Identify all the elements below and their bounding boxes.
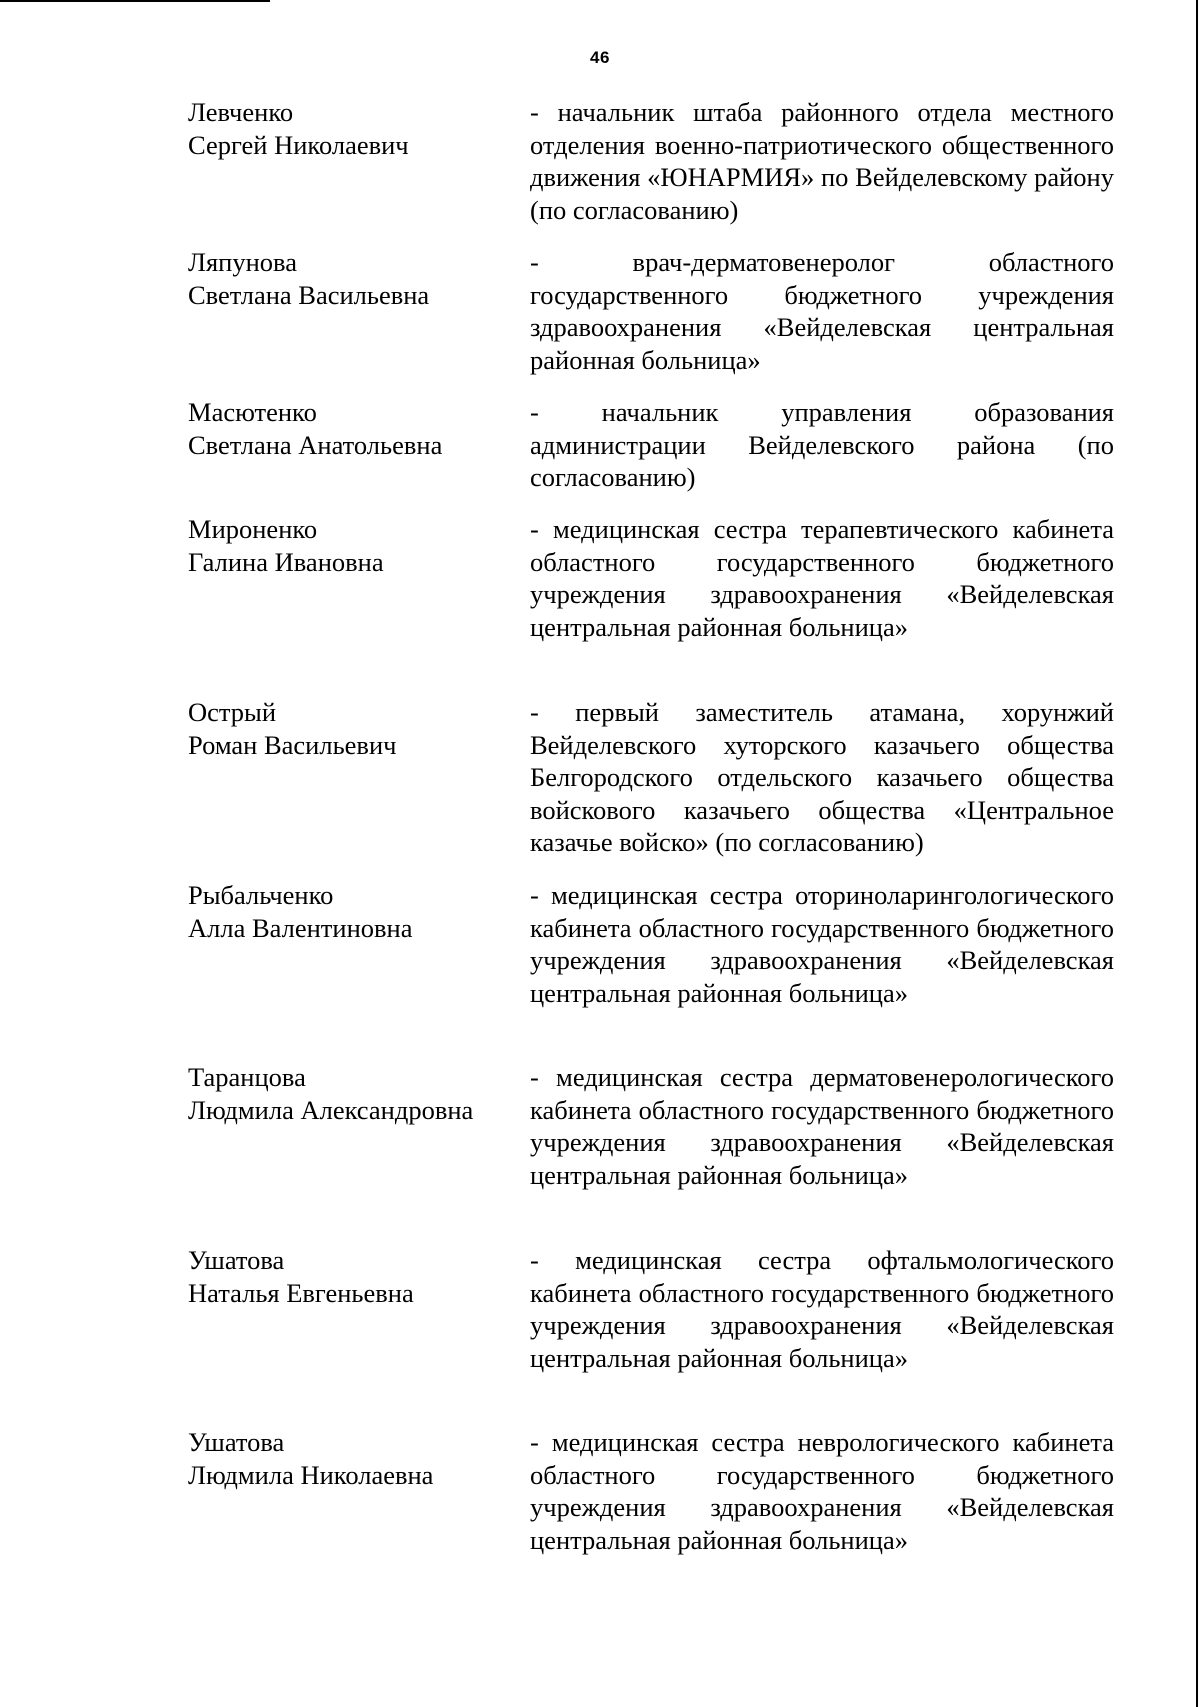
person-position: - медицинская сестра терапевтического кабинета областного государственного бюджетного учреждения здравоохранения «Вейделевская центральная районная больница» bbox=[530, 514, 1114, 642]
page-number: 46 bbox=[590, 48, 610, 67]
person-given-name: Сергей Николаевич bbox=[188, 129, 409, 160]
person-surname: Ушатова bbox=[188, 1245, 285, 1275]
person-name bbox=[188, 1426, 518, 1491]
person-surname: Острый bbox=[188, 697, 277, 727]
person-given-name: Алла Валентиновна bbox=[188, 912, 413, 943]
person-surname: Ляпунова bbox=[188, 247, 297, 277]
person-given-name: Людмила Николаевна bbox=[188, 1459, 434, 1490]
person-name bbox=[188, 96, 518, 161]
person-name bbox=[188, 246, 518, 311]
person-surname: Левченко bbox=[188, 97, 294, 127]
person-position: - медицинская сестра оториноларингологического кабинета областного государственного бюджетного учреждения здравоохранения «Вейделевская центральная районная больница» bbox=[530, 880, 1114, 1008]
scan-edge-mark bbox=[1196, 0, 1198, 1707]
person-position: - врач-дерматовенеролог областного государственного бюджетного учреждения здравоохранения «Вейделевская центральная районная больница» bbox=[530, 247, 1114, 375]
person-given-name: Людмила Александровна bbox=[188, 1094, 474, 1125]
person-given-name: Светлана Васильевна bbox=[188, 279, 430, 310]
person-position: - начальник управления образования администрации Вейделевского района (по согласованию) bbox=[530, 397, 1114, 492]
person-given-name: Роман Васильевич bbox=[188, 729, 397, 760]
person-position: - начальник штаба районного отдела местного отделения военно-патриотического общественного движения «ЮНАРМИЯ» по Вейделевскому району (по согласованию) bbox=[530, 97, 1114, 225]
person-name bbox=[188, 1244, 518, 1309]
person-surname: Рыбальченко bbox=[188, 880, 334, 910]
person-given-name: Наталья Евгеньевна bbox=[188, 1277, 414, 1308]
person-surname: Мироненко bbox=[188, 514, 318, 544]
person-position: - медицинская сестра неврологического кабинета областного государственного бюджетного учреждения здравоохранения «Вейделевская центральная районная больница» bbox=[530, 1427, 1114, 1555]
person-surname: Таранцова bbox=[188, 1062, 306, 1092]
scan-edge-mark bbox=[0, 0, 270, 2]
person-name bbox=[188, 1061, 518, 1126]
person-name bbox=[188, 513, 518, 578]
person-position: - медицинская сестра офтальмологического кабинета областного государственного бюджетного учреждения здравоохранения «Вейделевская центральная районная больница» bbox=[530, 1245, 1114, 1373]
person-given-name: Галина Ивановна bbox=[188, 546, 384, 577]
person-surname: Ушатова bbox=[188, 1427, 285, 1457]
person-name bbox=[188, 696, 518, 761]
person-given-name: Светлана Анатольевна bbox=[188, 429, 443, 460]
person-position: - медицинская сестра дерматовенерологического кабинета областного государственного бюджетного учреждения здравоохранения «Вейделевская центральная районная больница» bbox=[530, 1062, 1114, 1190]
person-name bbox=[188, 396, 518, 461]
person-position: - первый заместитель атамана, хорунжий Вейделевского хуторского казачьего общества Белгородского отдельского казачьего общества войскового казачьего общества «Центральное казачье войско» (по согласованию) bbox=[530, 697, 1114, 857]
person-name bbox=[188, 879, 518, 944]
person-surname: Масютенко bbox=[188, 397, 317, 427]
